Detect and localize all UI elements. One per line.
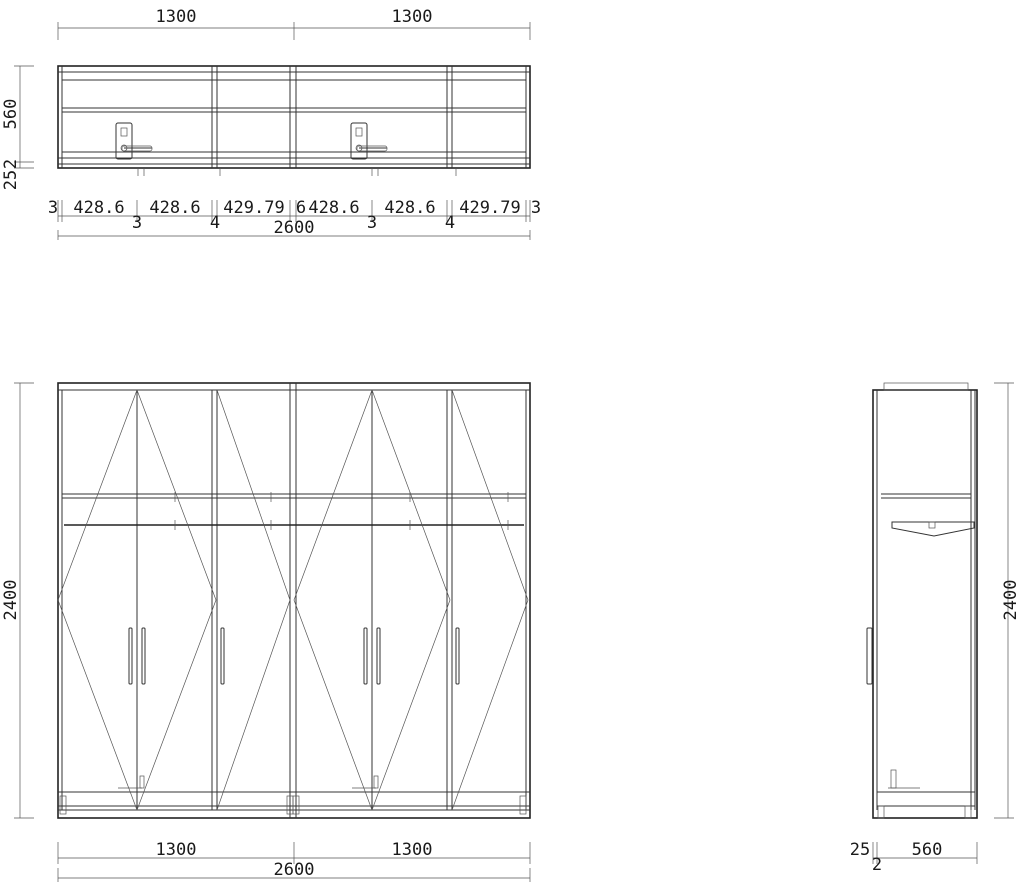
plan-top-dimension: [58, 7, 530, 40]
side-bottom-dimension: [850, 840, 977, 875]
side-dim-25: 25: [849, 840, 871, 860]
plan-top-dim-left: 1300: [155, 7, 197, 27]
front-height-dimension: [1, 383, 34, 818]
door-swing-lines: [58, 390, 528, 810]
plan-sub-1: 3: [131, 213, 143, 233]
plan-side-dim-25: 25: [1, 169, 21, 191]
plan-total-dim: 2600: [273, 218, 315, 238]
front-total-dim: 2600: [273, 860, 315, 880]
plan-top-dim-right: 1300: [391, 7, 433, 27]
plan-sub-3: 3: [366, 213, 378, 233]
plan-lock-left: [116, 123, 152, 159]
plan-bottom-dimension: [48, 198, 541, 240]
plan-lock-right: [351, 123, 387, 159]
plan-seg-4: 429.79: [223, 198, 285, 218]
plan-seg-6: 428.6: [308, 198, 360, 218]
plan-view: [1, 7, 541, 240]
front-view: [1, 383, 530, 882]
plan-seg-8: 429.79: [459, 198, 521, 218]
plan-side-dim-2: 2: [1, 158, 21, 170]
front-bottom-dimension: [58, 840, 530, 882]
plan-seg-7: 428.6: [384, 198, 436, 218]
front-height-dim: 2400: [1, 579, 21, 621]
front-bottom-dim-right: 1300: [391, 840, 433, 860]
side-height-dim: 2400: [1001, 579, 1021, 621]
side-height-dimension: [994, 383, 1021, 818]
plan-seg-2: 428.6: [73, 198, 125, 218]
plan-depth-dim: 560: [1, 98, 21, 130]
plan-seg-1: 3: [47, 198, 59, 218]
plan-seg-9: 3: [530, 198, 542, 218]
side-dim-560: 560: [911, 840, 943, 860]
side-dim-2: 2: [871, 855, 883, 875]
door-handles: [129, 628, 459, 684]
floor-bolts: [118, 776, 378, 788]
plan-sub-4: 4: [444, 213, 456, 233]
plan-side-dimension: [1, 66, 34, 190]
plan-sub-2: 4: [209, 213, 221, 233]
side-cabinet-body: [867, 383, 977, 818]
hanger-bracket: [892, 522, 974, 536]
plan-seg-3: 428.6: [149, 198, 201, 218]
plan-seg-5: 6: [295, 198, 307, 218]
front-bottom-dim-left: 1300: [155, 840, 197, 860]
side-view: [850, 383, 1021, 875]
